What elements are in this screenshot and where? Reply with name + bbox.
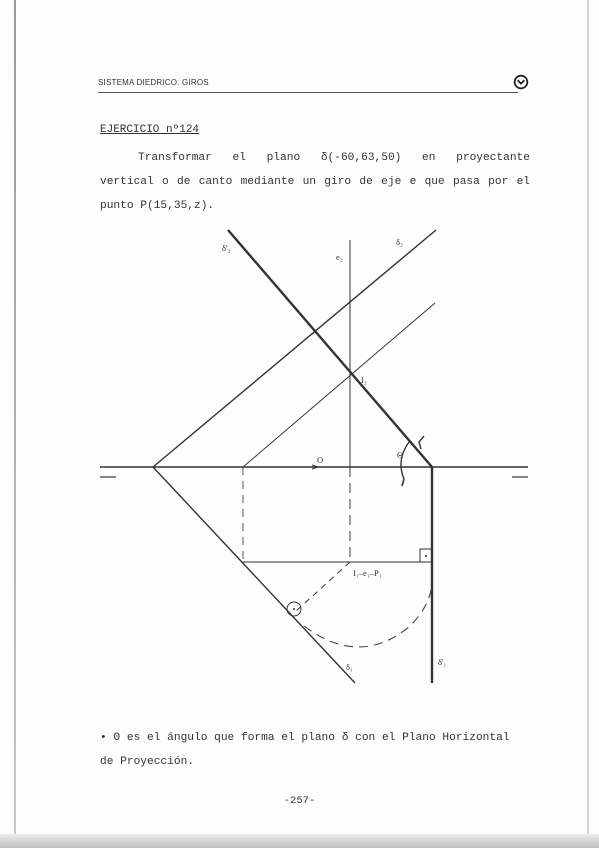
header-title: SISTEMA DIEDRICO. GIROS [98, 78, 209, 87]
rotation-arc [304, 580, 432, 647]
trace-delta2-prime [228, 230, 432, 467]
statement-line-3: punto P(15,35,z). [100, 200, 215, 212]
label-origin: O [317, 455, 324, 465]
page-number: -257- [283, 795, 316, 807]
label-delta2: δ₂ [396, 237, 403, 247]
label-theta: Θ [397, 450, 404, 460]
footnote-line-1: • Θ es el ángulo que forma el plano δ con el Plano Horizontal [100, 732, 510, 744]
label-delta2-prime: δ'₂ [222, 243, 231, 253]
footnote-line-2: de Proyección. [100, 756, 194, 768]
theta-arc [401, 442, 409, 479]
trace-delta1 [153, 467, 355, 683]
label-I2: I₂ [361, 375, 367, 385]
label-delta1-prime: δ'₁ [438, 657, 447, 667]
statement-line-2: vertical o de canto mediante un giro de eje e que pasa por el [100, 176, 530, 188]
trace-delta2 [153, 230, 436, 467]
horizontal-line-projection [243, 303, 435, 467]
perpendicular-dashed [295, 562, 350, 612]
theta-arrow-bottom [402, 479, 404, 486]
label-I1-e1-P1: I₁–e₁–P₁ [353, 568, 382, 578]
label-e2: e₂ [336, 252, 343, 262]
label-delta1: δ₁ [346, 662, 353, 672]
exercise-title: EJERCICIO nº124 [100, 124, 200, 136]
theta-arrow-top [419, 436, 424, 449]
footnote [100, 726, 532, 774]
statement-line-1: Transformar el plano δ(-60,63,50) en proyectante [138, 152, 530, 164]
